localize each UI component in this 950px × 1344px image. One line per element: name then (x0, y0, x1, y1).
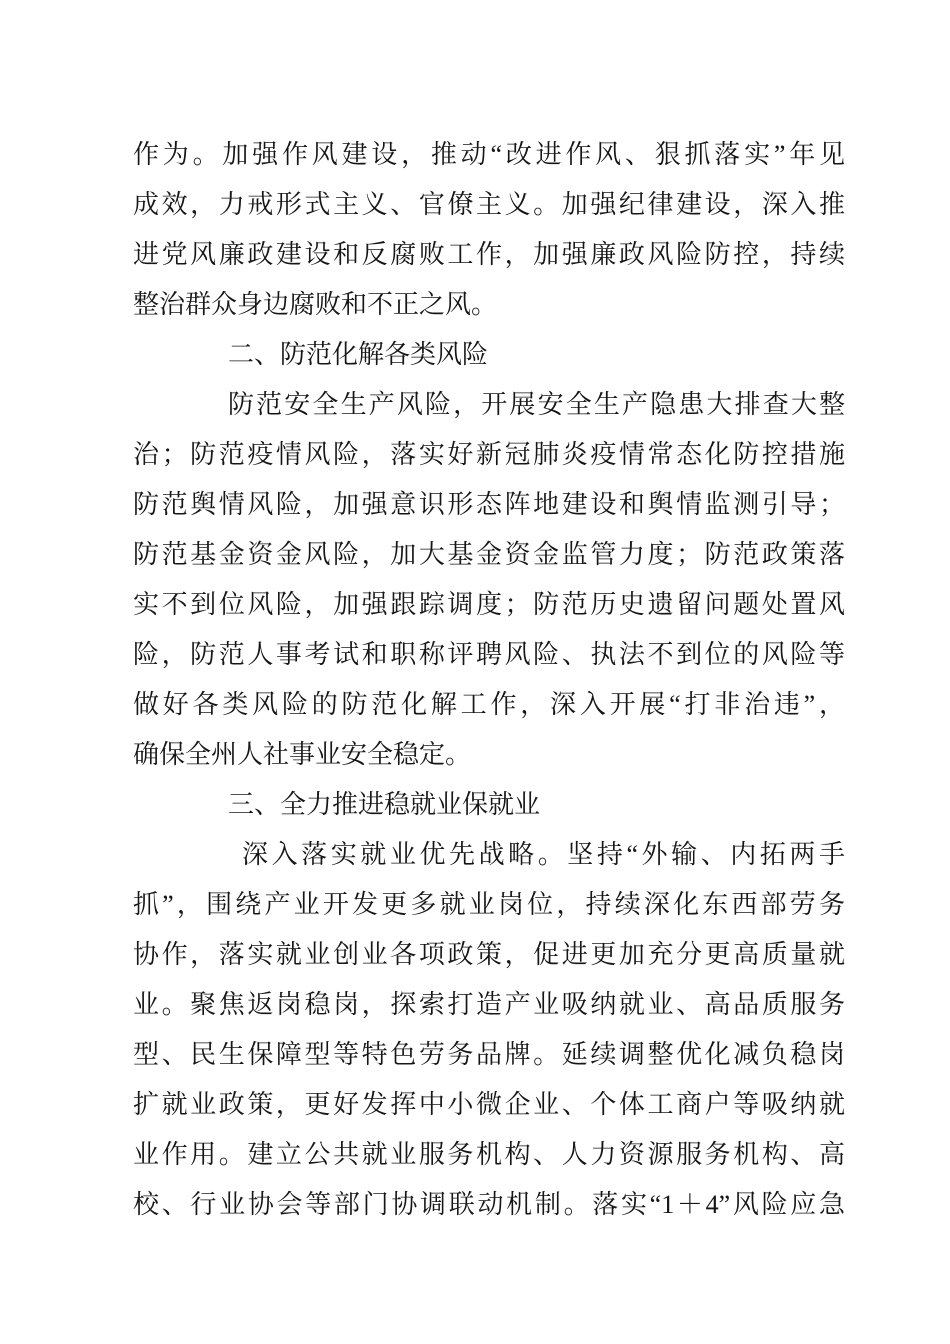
text-line: 进党风廉政建设和反腐败工作，加强廉政风险防控，持续 (133, 240, 845, 269)
text-line: 治；防范疫情风险，落实好新冠肺炎疫情常态化防控措施 (133, 440, 845, 469)
document-body (133, 130, 845, 1230)
text-line: 防范舆情风险，加强意识形态阵地建设和舆情监测引导； (133, 490, 845, 519)
text-line: 做好各类风险的防范化解工作，深入开展“打非治违”， (133, 690, 845, 719)
text-line: 业作用。建立公共就业服务机构、人力资源服务机构、高 (133, 1140, 845, 1169)
text-line: 确保全州人社事业安全稳定。 (133, 740, 472, 769)
text-line: 作为。加强作风建设，推动“改进作风、狠抓落实”年见 (133, 140, 845, 169)
text-line: 险，防范人事考试和职称评聘风险、执法不到位的风险等 (133, 640, 845, 669)
text-line: 防范安全生产风险，开展安全生产隐患大排查大整 (228, 390, 845, 419)
section-heading-3: 三、全力推进稳就业保就业 (228, 790, 541, 819)
text-line: 型、民生保障型等特色劳务品牌。延续调整优化减负稳岗 (133, 1040, 845, 1069)
text-line: 校、行业协会等部门协调联动机制。落实“1＋4”风险应急 (133, 1190, 845, 1219)
text-line: 防范基金资金风险，加大基金资金监管力度；防范政策落 (133, 540, 845, 569)
text-line: 整治群众身边腐败和不正之风。 (133, 290, 498, 319)
text-line: 抓”，围绕产业开发更多就业岗位，持续深化东西部劳务 (133, 890, 845, 919)
text-line: 实不到位风险，加强跟踪调度；防范历史遗留问题处置风 (133, 590, 845, 619)
text-line: 扩就业政策，更好发挥中小微企业、个体工商户等吸纳就 (133, 1090, 845, 1119)
section-heading-2: 二、防范化解各类风险 (228, 340, 489, 369)
text-line: 业。聚焦返岗稳岗，探索打造产业吸纳就业、高品质服务 (133, 990, 845, 1019)
text-line: 协作，落实就业创业各项政策，促进更加充分更高质量就 (133, 940, 845, 969)
text-line: 深入落实就业优先战略。坚持“外输、内拓两手 (242, 840, 845, 869)
text-line: 成效，力戒形式主义、官僚主义。加强纪律建设，深入推 (133, 190, 845, 219)
